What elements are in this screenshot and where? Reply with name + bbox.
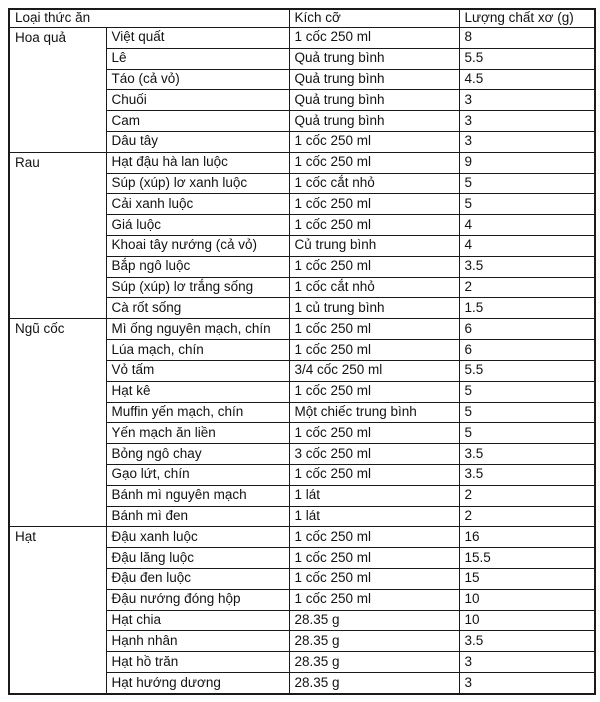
food-cell: Đậu nướng đóng hộp: [106, 589, 289, 610]
size-cell: 1 cốc cắt nhỏ: [289, 173, 459, 194]
size-cell: 3/4 cốc 250 ml: [289, 360, 459, 381]
food-cell: Lúa mạch, chín: [106, 340, 289, 361]
food-cell: Dâu tây: [106, 131, 289, 152]
category-cell: Hạt: [9, 527, 106, 694]
food-cell: Bánh mì đen: [106, 506, 289, 527]
fiber-cell: 5: [459, 194, 595, 215]
size-cell: 1 cốc 250 ml: [289, 548, 459, 569]
food-cell: Súp (xúp) lơ trắng sống: [106, 277, 289, 298]
size-cell: Củ trung bình: [289, 236, 459, 257]
fiber-cell: 2: [459, 485, 595, 506]
food-cell: Chuối: [106, 90, 289, 111]
fiber-cell: 3: [459, 90, 595, 111]
size-cell: 1 cốc 250 ml: [289, 340, 459, 361]
size-cell: Một chiếc trung bình: [289, 402, 459, 423]
fiber-cell: 3: [459, 652, 595, 673]
category-cell: Hoa quả: [9, 27, 106, 152]
fiber-cell: 5: [459, 173, 595, 194]
fiber-cell: 15.5: [459, 548, 595, 569]
size-cell: Quả trung bình: [289, 69, 459, 90]
fiber-cell: 3.5: [459, 464, 595, 485]
fiber-cell: 5: [459, 423, 595, 444]
size-cell: 1 cốc 250 ml: [289, 589, 459, 610]
fiber-cell: 3.5: [459, 256, 595, 277]
size-cell: 1 cốc 250 ml: [289, 527, 459, 548]
fiber-cell: 3: [459, 673, 595, 694]
fiber-cell: 4: [459, 236, 595, 257]
food-cell: Súp (xúp) lơ xanh luộc: [106, 173, 289, 194]
food-cell: Cam: [106, 111, 289, 132]
size-cell: 1 cốc cắt nhỏ: [289, 277, 459, 298]
food-cell: Cà rốt sống: [106, 298, 289, 319]
fiber-cell: 2: [459, 506, 595, 527]
fiber-cell: 3.5: [459, 631, 595, 652]
header-food-type: Loại thức ăn: [9, 9, 289, 27]
food-cell: Khoai tây nướng (cả vỏ): [106, 236, 289, 257]
food-cell: Lê: [106, 48, 289, 69]
size-cell: 28.35 g: [289, 631, 459, 652]
fiber-cell: 9: [459, 152, 595, 173]
size-cell: 1 cốc 250 ml: [289, 27, 459, 48]
fiber-cell: 2: [459, 277, 595, 298]
fiber-cell: 5: [459, 402, 595, 423]
size-cell: 1 cốc 250 ml: [289, 319, 459, 340]
size-cell: 1 cốc 250 ml: [289, 256, 459, 277]
size-cell: 1 cốc 250 ml: [289, 569, 459, 590]
food-cell: Yến mạch ăn liền: [106, 423, 289, 444]
fiber-cell: 8: [459, 27, 595, 48]
size-cell: 1 cốc 250 ml: [289, 464, 459, 485]
food-cell: Đậu lăng luộc: [106, 548, 289, 569]
fiber-cell: 5.5: [459, 360, 595, 381]
food-cell: Hạt hồ trăn: [106, 652, 289, 673]
fiber-cell: 3: [459, 111, 595, 132]
size-cell: 1 cốc 250 ml: [289, 131, 459, 152]
fiber-cell: 6: [459, 319, 595, 340]
fiber-cell: 3.5: [459, 444, 595, 465]
food-cell: Mì ống nguyên mạch, chín: [106, 319, 289, 340]
fiber-cell: 10: [459, 589, 595, 610]
size-cell: 1 lát: [289, 506, 459, 527]
size-cell: 28.35 g: [289, 610, 459, 631]
header-fiber-amount: Lượng chất xơ (g): [459, 9, 595, 27]
food-cell: Táo (cả vỏ): [106, 69, 289, 90]
fiber-content-table: [8, 8, 596, 695]
size-cell: 28.35 g: [289, 673, 459, 694]
fiber-cell: 4.5: [459, 69, 595, 90]
food-cell: Vỏ tấm: [106, 360, 289, 381]
size-cell: Quả trung bình: [289, 48, 459, 69]
size-cell: 28.35 g: [289, 652, 459, 673]
category-cell: Rau: [9, 152, 106, 319]
fiber-cell: 5: [459, 381, 595, 402]
fiber-table-body: [9, 27, 595, 694]
fiber-cell: 10: [459, 610, 595, 631]
size-cell: Quả trung bình: [289, 90, 459, 111]
food-cell: Giá luộc: [106, 215, 289, 236]
table-row: [9, 152, 595, 173]
food-cell: Hạt kê: [106, 381, 289, 402]
food-cell: Bắp ngô luộc: [106, 256, 289, 277]
food-cell: Cải xanh luộc: [106, 194, 289, 215]
food-cell: Hạnh nhân: [106, 631, 289, 652]
fiber-cell: 16: [459, 527, 595, 548]
size-cell: 1 cốc 250 ml: [289, 215, 459, 236]
category-cell: Ngũ cốc: [9, 319, 106, 527]
food-cell: Việt quất: [106, 27, 289, 48]
header-size: Kích cỡ: [289, 9, 459, 27]
size-cell: 1 củ trung bình: [289, 298, 459, 319]
food-cell: Hạt đậu hà lan luộc: [106, 152, 289, 173]
fiber-cell: 15: [459, 569, 595, 590]
size-cell: 3 cốc 250 ml: [289, 444, 459, 465]
size-cell: 1 cốc 250 ml: [289, 381, 459, 402]
food-cell: Hạt chia: [106, 610, 289, 631]
food-cell: Đậu xanh luộc: [106, 527, 289, 548]
size-cell: Quả trung bình: [289, 111, 459, 132]
table-row: [9, 319, 595, 340]
fiber-cell: 3: [459, 131, 595, 152]
food-cell: Bỏng ngô chay: [106, 444, 289, 465]
food-cell: Gạo lứt, chín: [106, 464, 289, 485]
size-cell: 1 cốc 250 ml: [289, 423, 459, 444]
table-row: [9, 27, 595, 48]
food-cell: Bánh mì nguyên mạch: [106, 485, 289, 506]
header-row: [9, 9, 595, 27]
fiber-cell: 6: [459, 340, 595, 361]
food-cell: Hạt hướng dương: [106, 673, 289, 694]
fiber-cell: 5.5: [459, 48, 595, 69]
fiber-cell: 4: [459, 215, 595, 236]
size-cell: 1 cốc 250 ml: [289, 152, 459, 173]
food-cell: Đậu đen luộc: [106, 569, 289, 590]
size-cell: 1 cốc 250 ml: [289, 194, 459, 215]
fiber-cell: 1.5: [459, 298, 595, 319]
food-cell: Muffin yến mạch, chín: [106, 402, 289, 423]
size-cell: 1 lát: [289, 485, 459, 506]
table-row: [9, 527, 595, 548]
